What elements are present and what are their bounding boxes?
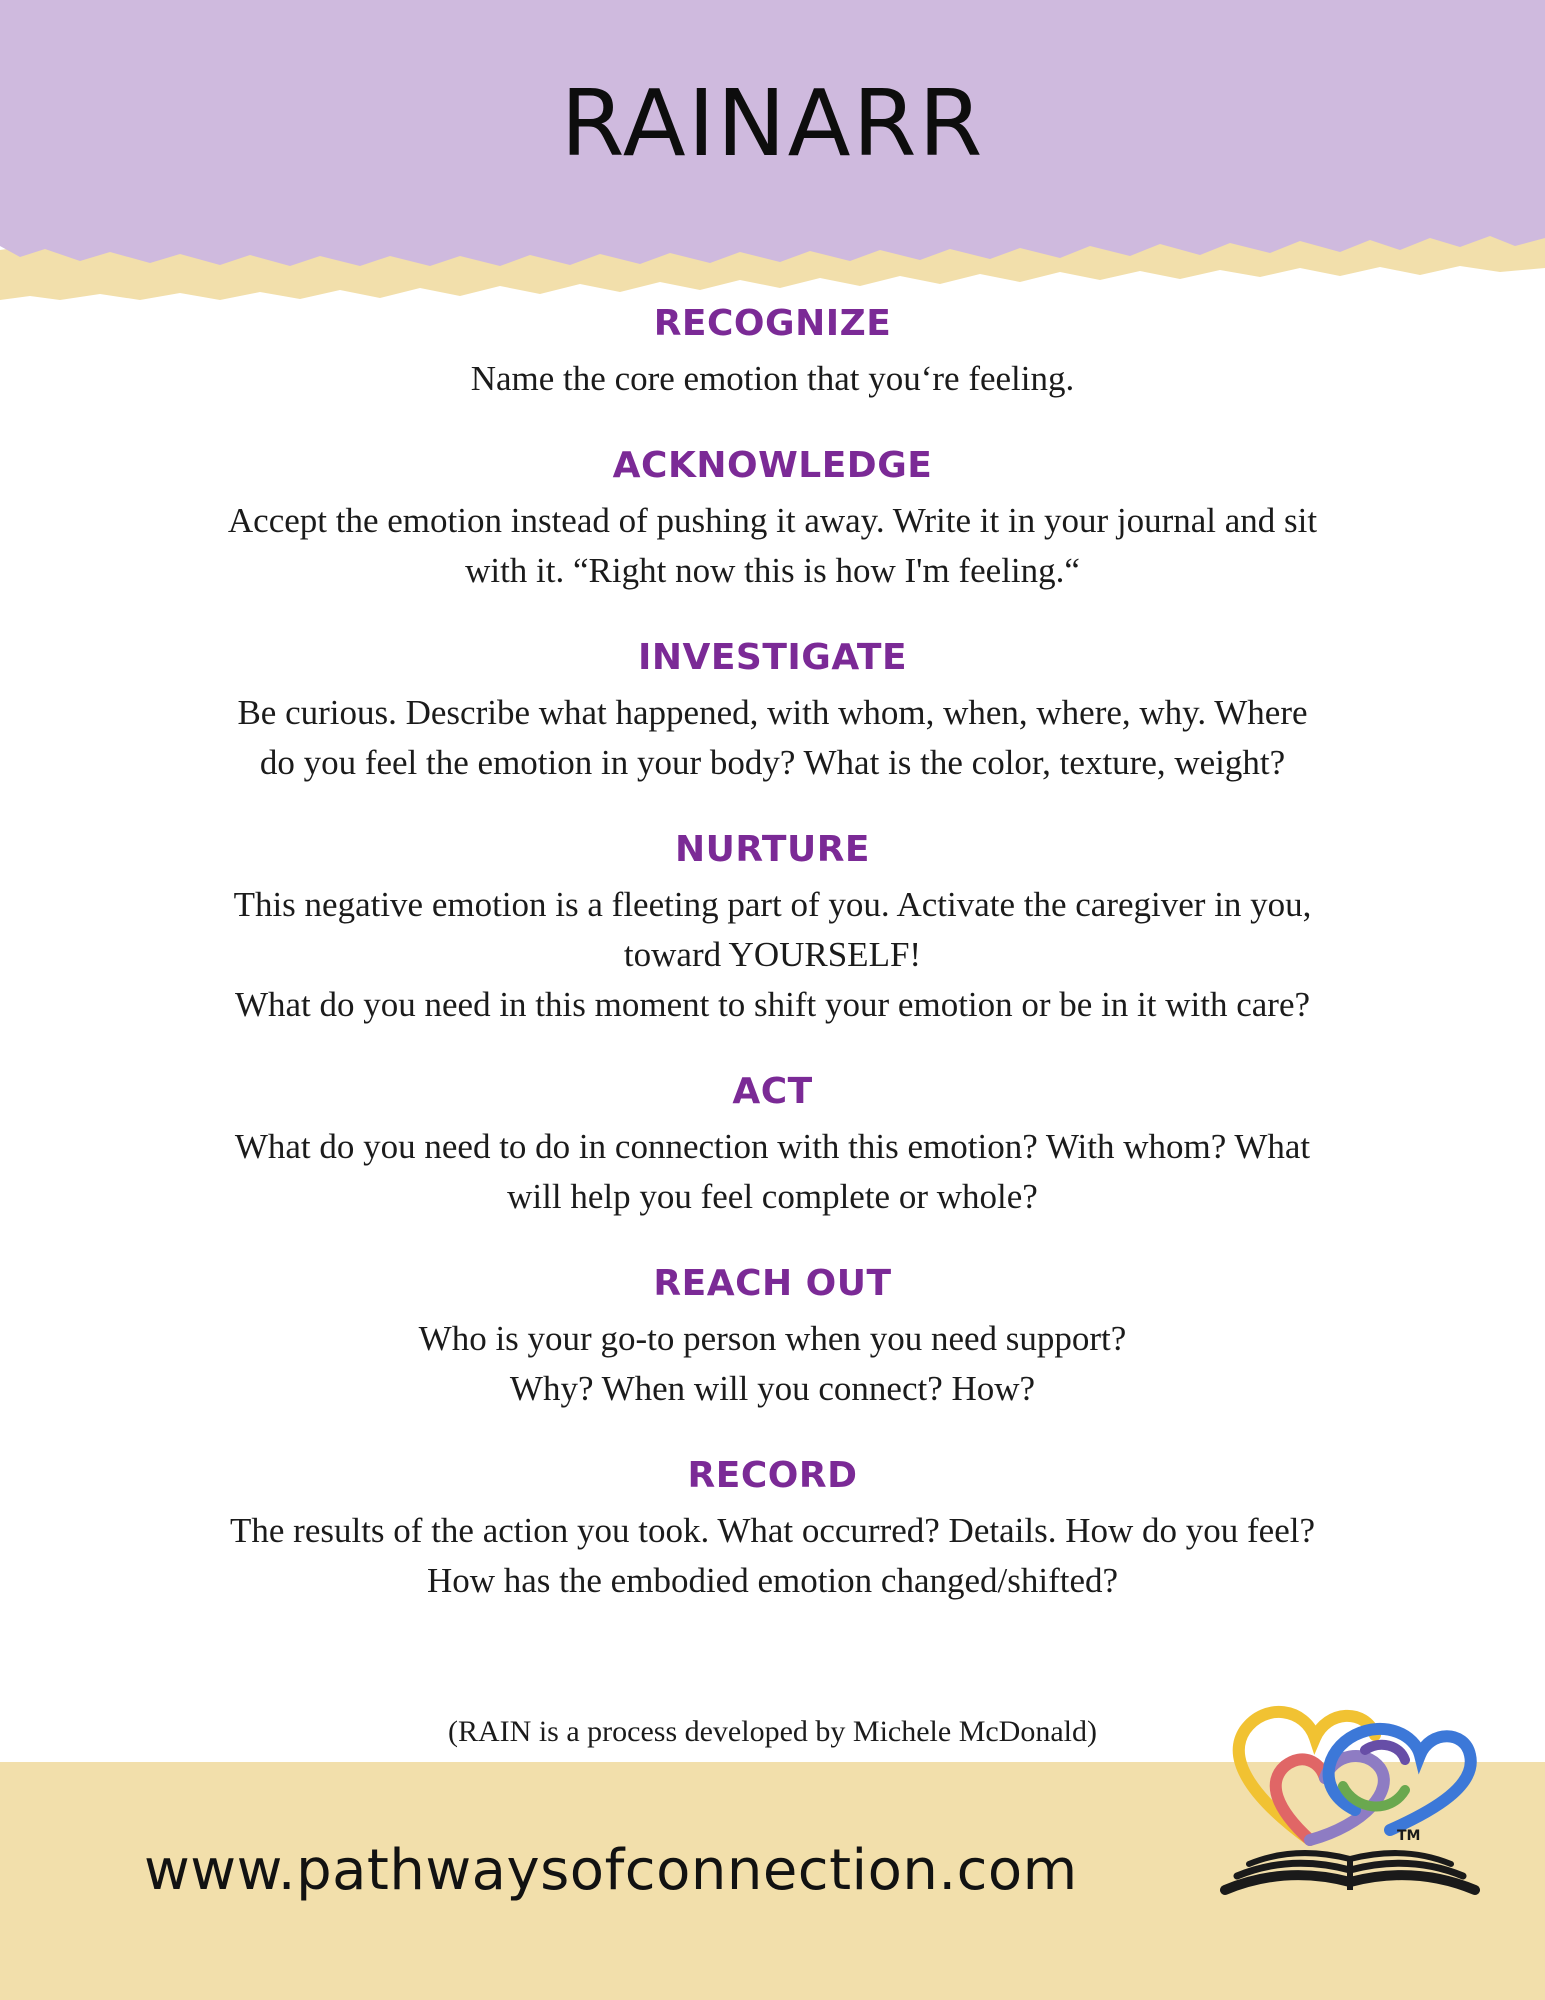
section-body-line: Be curious. Describe what happened, with whom, when, where, why. Where bbox=[237, 693, 1308, 732]
section-acknowledge bbox=[100, 442, 1445, 596]
rainarr-steps bbox=[100, 300, 1445, 1644]
section-record bbox=[100, 1452, 1445, 1606]
section-reach-out bbox=[100, 1260, 1445, 1414]
section-heading: RECORD bbox=[687, 1455, 858, 1496]
page-title: RAINARR bbox=[560, 70, 985, 177]
section-body-line: Name the core emotion that you‘re feeling. bbox=[470, 359, 1075, 398]
section-body bbox=[100, 1506, 1445, 1606]
section-body bbox=[100, 688, 1445, 788]
trademark-mark: TM bbox=[1397, 1828, 1421, 1844]
section-heading: NURTURE bbox=[674, 829, 871, 870]
credit-note: (RAIN is a process developed by Michele McDonald) bbox=[448, 1715, 1097, 1748]
section-body-line: What do you need to do in connection with this emotion? With whom? What bbox=[234, 1127, 1311, 1166]
section-body-line: What do you need in this moment to shift your emotion or be in it with care? bbox=[234, 985, 1311, 1024]
section-nurture bbox=[100, 826, 1445, 1030]
website-link[interactable]: www.pathwaysofconnection.com bbox=[144, 1838, 1078, 1903]
section-body-line: This negative emotion is a fleeting part of you. Activate the caregiver in you, bbox=[233, 885, 1312, 924]
section-body-line: How has the embodied emotion changed/shifted? bbox=[426, 1561, 1119, 1600]
rainbow-heart-book-logo-icon bbox=[1215, 1690, 1485, 1920]
section-heading: REACH OUT bbox=[653, 1263, 892, 1304]
section-heading: INVESTIGATE bbox=[637, 637, 908, 678]
section-investigate bbox=[100, 634, 1445, 788]
section-body-line: will help you feel complete or whole? bbox=[507, 1177, 1038, 1216]
section-body-line: The results of the action you took. What occurred? Details. How do you feel? bbox=[230, 1511, 1315, 1550]
section-heading: RECOGNIZE bbox=[653, 303, 892, 344]
header-banner bbox=[0, 0, 1545, 300]
section-act bbox=[100, 1068, 1445, 1222]
section-body bbox=[100, 1314, 1445, 1414]
section-heading: ACKNOWLEDGE bbox=[612, 445, 933, 486]
section-body bbox=[100, 880, 1445, 1030]
section-body-line: toward YOURSELF! bbox=[623, 935, 922, 974]
section-body-line: Who is your go-to person when you need support? bbox=[418, 1319, 1127, 1358]
section-body bbox=[100, 1122, 1445, 1222]
section-recognize bbox=[100, 300, 1445, 404]
section-body-line: do you feel the emotion in your body? What is the color, texture, weight? bbox=[259, 743, 1286, 782]
section-body-line: Accept the emotion instead of pushing it away. Write it in your journal and sit bbox=[227, 501, 1318, 540]
section-body-line: with it. “Right now this is how I'm feeling.“ bbox=[465, 551, 1080, 590]
section-heading: ACT bbox=[732, 1071, 813, 1112]
section-body bbox=[100, 354, 1445, 404]
section-body bbox=[100, 496, 1445, 596]
section-body-line: Why? When will you connect? How? bbox=[509, 1369, 1036, 1408]
